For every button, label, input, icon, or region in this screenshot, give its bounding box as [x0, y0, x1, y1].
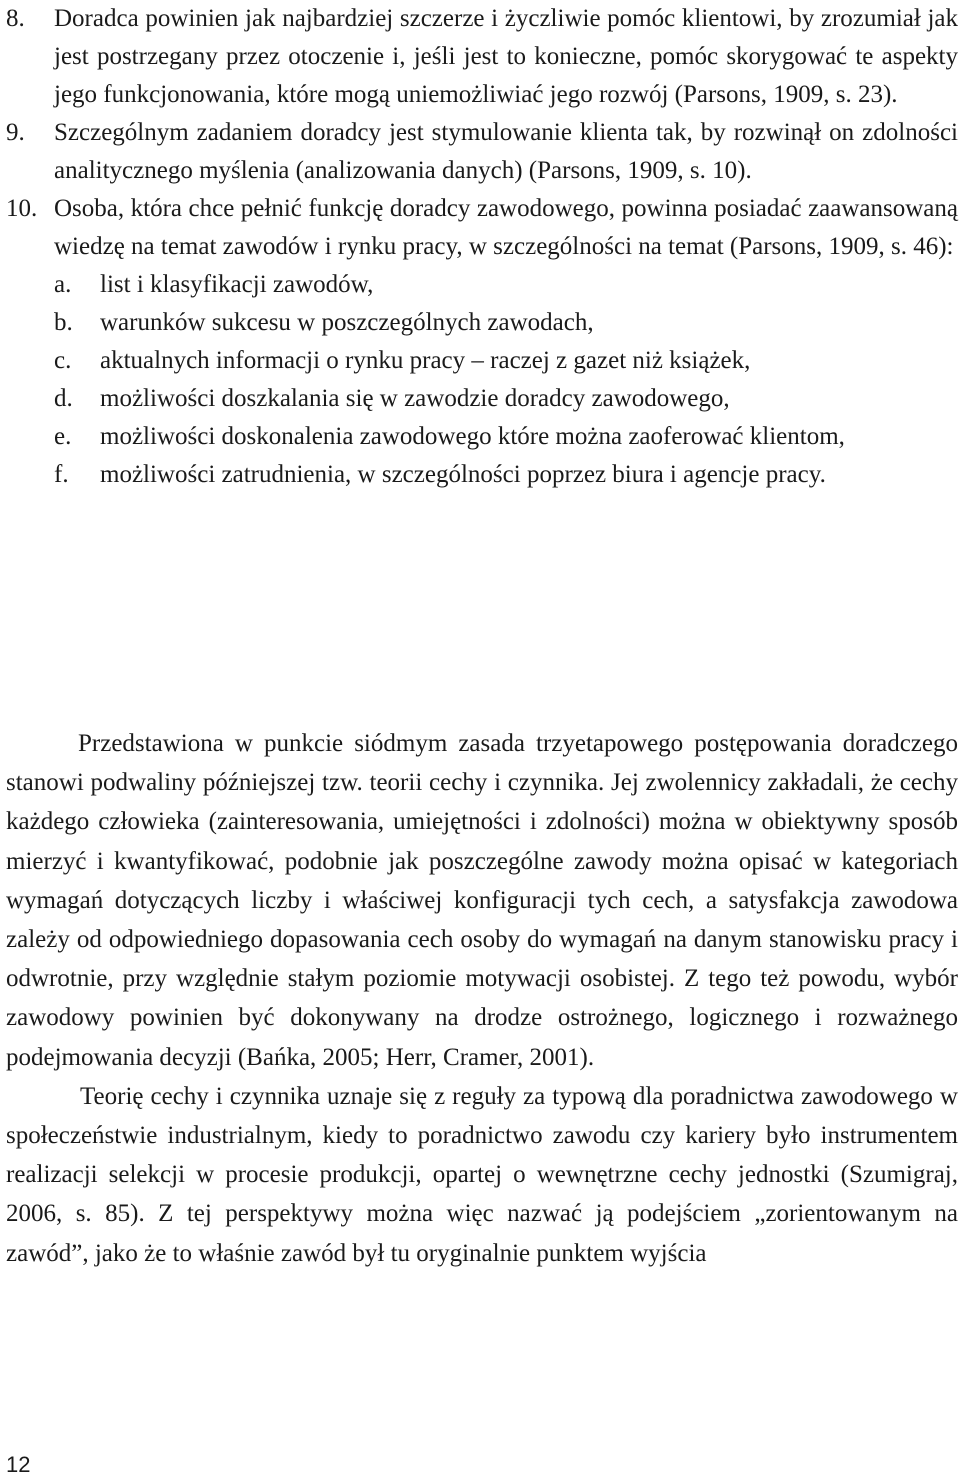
lettered-sublist — [54, 266, 958, 494]
sublist-letter: a. — [54, 271, 72, 298]
sublist-letter: f. — [54, 461, 69, 488]
list-number: 9. — [6, 119, 25, 146]
sublist-letter: e. — [54, 423, 72, 450]
sublist-item-text: aktualnych informacji o rynku pracy – raczej z gazet niż książek, — [100, 347, 751, 374]
list-item-8 — [6, 0, 958, 114]
paragraph-trait-factor-industrial: Teorię cechy i czynnika uznaje się z reguły za typową dla poradnictwa zawodowego w społeczeństwie industrialnym, kiedy to poradnictwo zawodu czy kariery było instrumentem realizacji selekcji w procesie produkcji, opartej o wewnętrzne cechy jednostki (Szumigraj, 2006, s. 85). Z tej perspektywy można więc nazwać ją podejściem „zorientowanym na zawód”, jako że to właśnie zawód był tu oryginalnie punktem wyjścia — [6, 1082, 958, 1267]
sublist-item-text: warunków sukcesu w poszczególnych zawodach, — [100, 309, 594, 336]
numbered-list — [6, 0, 958, 494]
list-number: 10. — [6, 195, 38, 222]
body-text — [6, 724, 958, 1273]
sublist-item-d — [54, 380, 958, 418]
sublist-item-text: list i klasyfikacji zawodów, — [100, 271, 374, 298]
list-item-text: Osoba, która chce pełnić funkcję doradcy zawodowego, powinna posiadać zaawansowaną wiedzę na temat zawodów i rynku pracy, w szczególności na temat (Parsons, 1909, s. 46): — [54, 195, 958, 260]
list-item-9 — [6, 114, 958, 190]
sublist-letter: c. — [54, 347, 72, 374]
list-item-text: Doradca powinien jak najbardziej szczerze i życzliwie pomóc klientowi, by zrozumiał jak jest postrzegany przez otoczenie i, jeśli jest to konieczne, pomóc skorygować te aspekty jego funkcjonowania, które mogą uniemożliwiać jego rozwój (Parsons, 1909, s. 23). — [54, 5, 958, 108]
sublist-letter: d. — [54, 385, 73, 412]
list-number: 8. — [6, 5, 25, 32]
sublist-item-text: możliwości doskonalenia zawodowego które można zaoferować klientom, — [100, 423, 845, 450]
list-item-10 — [6, 190, 958, 266]
list-item-text: Szczególnym zadaniem doradcy jest stymulowanie klienta tak, by rozwinął on zdolności analitycznego myślenia (analizowania danych) (Parsons, 1909, s. 10). — [54, 119, 958, 184]
page-number: 12 — [6, 1452, 31, 1477]
sublist-letter: b. — [54, 309, 73, 336]
sublist-item-text: możliwości doszkalania się w zawodzie doradcy zawodowego, — [100, 385, 730, 412]
paragraph-trait-factor-origin: Przedstawiona w punkcie siódmym zasada trzyetapowego postępowania doradczego stanowi podwaliny późniejszej tzw. teorii cechy i czynnika. Jej zwolennicy zakładali, że cechy każdego człowieka (zainteresowania, umiejętności i zdolności) można w obiektywny sposób mierzyć i kwantyfikować, podobnie jak poszczególne zawody można opisać w kategoriach wymagań dotyczących liczby i właściwej konfiguracji tych cech, a satysfakcja zawodowa zależy od odpowiedniego dopasowania cech osoby do wymagań na danym stanowisku pracy i odwrotnie, przy względnie stałym poziomie motywacji osobistej. Z tego też powodu, wybór zawodowy powinien być dokonywany na drodze ostrożnego, logicznego i rozważnego podejmowania decyzji (Bańka, 2005; Herr, Cramer, 2001). — [6, 730, 958, 1071]
sublist-item-b — [54, 304, 958, 342]
sublist-item-text: możliwości zatrudnienia, w szczególności poprzez biura i agencje pracy. — [100, 461, 826, 488]
sublist-item-a — [54, 266, 958, 304]
sublist-item-e — [54, 418, 958, 456]
sublist-item-f — [54, 456, 958, 494]
sublist-item-c — [54, 342, 958, 380]
